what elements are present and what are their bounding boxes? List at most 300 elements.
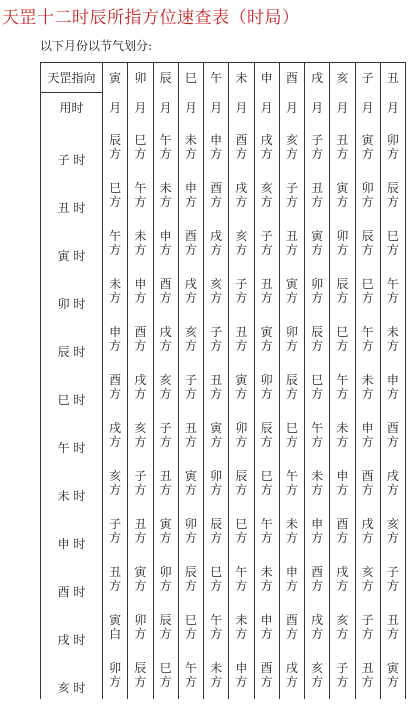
branch-cell: 辰	[103, 123, 128, 147]
direction-cell: 方	[380, 579, 405, 603]
direction-cell: 方	[355, 627, 380, 651]
branch-cell: 丑	[103, 555, 128, 579]
header-branch: 酉	[279, 63, 304, 93]
direction-cell: 方	[330, 675, 355, 699]
direction-cell: 方	[128, 339, 153, 363]
direction-cell: 方	[229, 243, 254, 267]
header-branch: 戌	[305, 63, 330, 93]
direction-cell: 方	[380, 339, 405, 363]
branch-cell: 未	[229, 603, 254, 627]
month-word: 月	[128, 93, 153, 123]
direction-cell: 方	[254, 483, 279, 507]
branch-cell: 亥	[103, 459, 128, 483]
direction-cell: 方	[330, 387, 355, 411]
branch-cell: 寅	[305, 219, 330, 243]
direction-cell: 方	[229, 147, 254, 171]
direction-cell: 方	[204, 243, 229, 267]
branch-cell: 亥	[229, 219, 254, 243]
branch-cell: 卯	[153, 555, 178, 579]
branch-cell: 卯	[380, 123, 405, 147]
branch-cell: 巳	[128, 123, 153, 147]
hour-label: 卯 时	[41, 267, 103, 315]
direction-cell: 方	[330, 531, 355, 555]
branch-cell: 申	[254, 603, 279, 627]
direction-cell: 方	[254, 147, 279, 171]
branch-cell: 卯	[103, 651, 128, 675]
direction-cell: 方	[279, 531, 304, 555]
direction-cell: 方	[254, 675, 279, 699]
branch-cell: 亥	[330, 603, 355, 627]
branch-cell: 寅	[330, 171, 355, 195]
branch-cell: 辰	[279, 363, 304, 387]
direction-cell: 方	[204, 291, 229, 315]
header-row-months	[41, 93, 406, 123]
direction-cell: 方	[229, 339, 254, 363]
branch-cell: 丑	[355, 651, 380, 675]
direction-cell: 方	[153, 195, 178, 219]
branch-cell: 巳	[254, 459, 279, 483]
direction-cell: 方	[305, 291, 330, 315]
direction-cell: 方	[355, 483, 380, 507]
direction-cell: 方	[279, 387, 304, 411]
branch-cell: 午	[103, 219, 128, 243]
branch-cell: 午	[229, 555, 254, 579]
direction-cell: 方	[254, 243, 279, 267]
table-row	[41, 651, 406, 675]
direction-cell: 方	[153, 531, 178, 555]
direction-cell: 方	[380, 675, 405, 699]
branch-cell: 巳	[380, 219, 405, 243]
hour-label: 酉 时	[41, 555, 103, 603]
direction-cell: 方	[279, 243, 304, 267]
branch-cell: 午	[128, 171, 153, 195]
direction-cell: 方	[254, 579, 279, 603]
branch-cell: 丑	[204, 363, 229, 387]
branch-cell: 戌	[305, 603, 330, 627]
branch-cell: 戌	[355, 507, 380, 531]
branch-cell: 酉	[254, 651, 279, 675]
direction-table	[40, 62, 406, 699]
branch-cell: 酉	[103, 363, 128, 387]
branch-cell: 酉	[153, 267, 178, 291]
branch-cell: 丑	[305, 171, 330, 195]
branch-cell: 亥	[355, 555, 380, 579]
branch-cell: 未	[305, 459, 330, 483]
branch-cell: 午	[330, 363, 355, 387]
direction-cell: 方	[279, 627, 304, 651]
header-branch: 未	[229, 63, 254, 93]
branch-cell: 巳	[279, 411, 304, 435]
page-title: 天罡十二时辰所指方位速查表（时局）	[2, 8, 300, 28]
branch-cell: 辰	[380, 171, 405, 195]
branch-cell: 申	[153, 219, 178, 243]
branch-cell: 未	[103, 267, 128, 291]
branch-cell: 寅	[153, 507, 178, 531]
direction-cell: 方	[355, 435, 380, 459]
hour-label: 亥 时	[41, 651, 103, 699]
direction-cell: 方	[103, 435, 128, 459]
branch-cell: 巳	[153, 651, 178, 675]
direction-cell: 方	[153, 147, 178, 171]
branch-cell: 子	[128, 459, 153, 483]
direction-cell: 方	[204, 147, 229, 171]
direction-cell: 方	[229, 675, 254, 699]
table-row	[41, 603, 406, 627]
header-branch: 申	[254, 63, 279, 93]
direction-cell: 方	[279, 291, 304, 315]
direction-cell: 方	[178, 435, 203, 459]
table-row	[41, 459, 406, 483]
branch-cell: 巳	[103, 171, 128, 195]
branch-cell: 午	[355, 315, 380, 339]
branch-cell: 亥	[178, 315, 203, 339]
direction-cell: 方	[128, 435, 153, 459]
branch-cell: 丑	[229, 315, 254, 339]
direction-cell: 方	[355, 291, 380, 315]
table-row	[41, 315, 406, 339]
month-word: 月	[305, 93, 330, 123]
direction-cell: 方	[128, 579, 153, 603]
direction-cell: 方	[380, 243, 405, 267]
branch-cell: 丑	[330, 123, 355, 147]
direction-cell: 方	[254, 339, 279, 363]
branch-cell: 戌	[279, 651, 304, 675]
direction-cell: 方	[153, 435, 178, 459]
direction-cell: 方	[380, 627, 405, 651]
direction-cell: 方	[204, 627, 229, 651]
direction-cell: 方	[128, 483, 153, 507]
table-body	[41, 63, 406, 699]
direction-cell: 方	[128, 675, 153, 699]
branch-cell: 亥	[204, 267, 229, 291]
branch-cell: 酉	[229, 123, 254, 147]
direction-cell: 方	[279, 675, 304, 699]
direction-cell: 方	[204, 675, 229, 699]
direction-cell: 方	[178, 195, 203, 219]
branch-cell: 未	[178, 123, 203, 147]
month-word: 月	[330, 93, 355, 123]
branch-cell: 午	[204, 603, 229, 627]
month-word: 月	[380, 93, 405, 123]
branch-cell: 丑	[128, 507, 153, 531]
direction-cell: 方	[380, 435, 405, 459]
direction-cell: 方	[254, 195, 279, 219]
branch-cell: 戌	[380, 459, 405, 483]
branch-cell: 戌	[229, 171, 254, 195]
direction-cell: 方	[229, 483, 254, 507]
direction-cell: 方	[229, 291, 254, 315]
branch-cell: 戌	[178, 267, 203, 291]
branch-cell: 午	[254, 507, 279, 531]
branch-cell: 巳	[204, 555, 229, 579]
branch-cell: 申	[330, 459, 355, 483]
direction-cell: 方	[380, 291, 405, 315]
branch-cell: 亥	[254, 171, 279, 195]
branch-cell: 亥	[305, 651, 330, 675]
branch-cell: 卯	[204, 459, 229, 483]
hour-label: 戌 时	[41, 603, 103, 651]
header-branch: 亥	[330, 63, 355, 93]
branch-cell: 辰	[355, 219, 380, 243]
branch-cell: 亥	[279, 123, 304, 147]
division-note: 以下月份以节气划分:	[40, 39, 153, 53]
direction-cell: 方	[229, 531, 254, 555]
direction-cell: 方	[254, 387, 279, 411]
direction-cell: 方	[178, 147, 203, 171]
hour-label: 午 时	[41, 411, 103, 459]
corner-label-direction: 天罡指向	[41, 63, 103, 93]
branch-cell: 未	[204, 651, 229, 675]
branch-cell: 子	[380, 555, 405, 579]
direction-cell: 方	[204, 531, 229, 555]
branch-cell: 寅	[229, 363, 254, 387]
hour-label: 申 时	[41, 507, 103, 555]
direction-cell: 方	[330, 243, 355, 267]
branch-cell: 子	[229, 267, 254, 291]
direction-cell: 方	[178, 531, 203, 555]
direction-cell: 方	[103, 243, 128, 267]
direction-cell: 方	[128, 627, 153, 651]
branch-cell: 子	[254, 219, 279, 243]
header-branch: 子	[355, 63, 380, 93]
branch-cell: 申	[355, 411, 380, 435]
branch-cell: 辰	[128, 651, 153, 675]
hour-label: 辰 时	[41, 315, 103, 363]
branch-cell: 丑	[178, 411, 203, 435]
direction-cell: 方	[103, 579, 128, 603]
month-word: 月	[153, 93, 178, 123]
table-row	[41, 219, 406, 243]
direction-cell: 方	[229, 387, 254, 411]
branch-cell: 戌	[103, 411, 128, 435]
direction-cell: 方	[204, 387, 229, 411]
branch-cell: 子	[279, 171, 304, 195]
header-branch: 午	[204, 63, 229, 93]
direction-cell: 方	[204, 579, 229, 603]
direction-cell: 方	[380, 387, 405, 411]
table-row	[41, 507, 406, 531]
branch-cell: 辰	[204, 507, 229, 531]
direction-cell: 方	[103, 195, 128, 219]
branch-cell: 酉	[279, 603, 304, 627]
branch-cell: 申	[279, 555, 304, 579]
branch-cell: 酉	[330, 507, 355, 531]
branch-cell: 申	[128, 267, 153, 291]
branch-cell: 午	[178, 651, 203, 675]
branch-cell: 辰	[305, 315, 330, 339]
branch-cell: 申	[305, 507, 330, 531]
branch-cell: 戌	[254, 123, 279, 147]
branch-cell: 亥	[128, 411, 153, 435]
direction-cell: 方	[103, 483, 128, 507]
branch-cell: 巳	[305, 363, 330, 387]
month-word: 月	[279, 93, 304, 123]
branch-cell: 午	[153, 123, 178, 147]
direction-cell: 方	[305, 195, 330, 219]
direction-cell: 方	[355, 387, 380, 411]
table-row	[41, 555, 406, 579]
direction-cell: 方	[204, 435, 229, 459]
branch-cell: 子	[103, 507, 128, 531]
branch-cell: 辰	[229, 459, 254, 483]
direction-cell: 方	[229, 579, 254, 603]
branch-cell: 寅	[254, 315, 279, 339]
direction-cell: 方	[305, 243, 330, 267]
direction-cell: 方	[128, 243, 153, 267]
direction-cell: 方	[305, 627, 330, 651]
branch-cell: 辰	[330, 267, 355, 291]
direction-cell: 方	[279, 483, 304, 507]
branch-cell: 酉	[204, 171, 229, 195]
header-branch: 寅	[103, 63, 128, 93]
direction-cell: 白	[103, 627, 128, 651]
direction-cell: 方	[103, 291, 128, 315]
branch-cell: 辰	[178, 555, 203, 579]
branch-cell: 卯	[128, 603, 153, 627]
direction-cell: 方	[128, 147, 153, 171]
direction-cell: 方	[355, 195, 380, 219]
branch-cell: 未	[128, 219, 153, 243]
branch-cell: 寅	[279, 267, 304, 291]
table-row	[41, 267, 406, 291]
branch-cell: 寅	[380, 651, 405, 675]
direction-cell: 方	[103, 147, 128, 171]
branch-cell: 子	[178, 363, 203, 387]
hour-label: 未 时	[41, 459, 103, 507]
branch-cell: 辰	[254, 411, 279, 435]
hour-label: 丑 时	[41, 171, 103, 219]
direction-cell: 方	[204, 195, 229, 219]
header-row-branches	[41, 63, 406, 93]
direction-cell: 方	[153, 579, 178, 603]
direction-cell: 方	[178, 243, 203, 267]
direction-cell: 方	[178, 339, 203, 363]
direction-cell: 方	[103, 531, 128, 555]
direction-cell: 方	[153, 483, 178, 507]
direction-cell: 方	[178, 675, 203, 699]
header-branch: 丑	[380, 63, 405, 93]
branch-cell: 未	[279, 507, 304, 531]
direction-cell: 方	[153, 387, 178, 411]
header-branch: 卯	[128, 63, 153, 93]
branch-cell: 申	[178, 171, 203, 195]
direction-cell: 方	[355, 579, 380, 603]
direction-cell: 方	[279, 339, 304, 363]
branch-cell: 卯	[279, 315, 304, 339]
branch-cell: 卯	[178, 507, 203, 531]
branch-cell: 丑	[153, 459, 178, 483]
branch-cell: 亥	[153, 363, 178, 387]
branch-cell: 丑	[254, 267, 279, 291]
direction-cell: 方	[229, 627, 254, 651]
branch-cell: 未	[355, 363, 380, 387]
direction-cell: 方	[305, 531, 330, 555]
branch-cell: 卯	[229, 411, 254, 435]
table-row	[41, 171, 406, 195]
direction-cell: 方	[178, 387, 203, 411]
direction-cell: 方	[128, 291, 153, 315]
direction-cell: 方	[330, 339, 355, 363]
branch-cell: 申	[103, 315, 128, 339]
direction-cell: 方	[380, 531, 405, 555]
branch-cell: 卯	[355, 171, 380, 195]
direction-cell: 方	[128, 387, 153, 411]
branch-cell: 巳	[330, 315, 355, 339]
branch-cell: 未	[254, 555, 279, 579]
branch-cell: 子	[204, 315, 229, 339]
branch-cell: 未	[153, 171, 178, 195]
direction-cell: 方	[254, 627, 279, 651]
branch-cell: 申	[204, 123, 229, 147]
direction-cell: 方	[153, 243, 178, 267]
direction-cell: 方	[380, 147, 405, 171]
month-word: 月	[103, 93, 128, 123]
direction-cell: 方	[178, 291, 203, 315]
direction-cell: 方	[178, 483, 203, 507]
branch-cell: 酉	[178, 219, 203, 243]
branch-cell: 未	[380, 315, 405, 339]
direction-cell: 方	[128, 531, 153, 555]
branch-cell: 子	[330, 651, 355, 675]
direction-cell: 方	[380, 195, 405, 219]
month-word: 月	[229, 93, 254, 123]
direction-cell: 方	[153, 339, 178, 363]
direction-cell: 方	[153, 291, 178, 315]
direction-cell: 方	[103, 675, 128, 699]
branch-cell: 巳	[229, 507, 254, 531]
direction-cell: 方	[128, 195, 153, 219]
branch-cell: 午	[279, 459, 304, 483]
direction-cell: 方	[330, 483, 355, 507]
branch-cell: 亥	[380, 507, 405, 531]
branch-cell: 寅	[204, 411, 229, 435]
branch-cell: 辰	[153, 603, 178, 627]
direction-cell: 方	[229, 195, 254, 219]
branch-cell: 卯	[305, 267, 330, 291]
direction-cell: 方	[279, 147, 304, 171]
branch-cell: 丑	[279, 219, 304, 243]
direction-cell: 方	[178, 579, 203, 603]
branch-cell: 戌	[330, 555, 355, 579]
direction-cell: 方	[279, 435, 304, 459]
hour-label: 子 时	[41, 123, 103, 171]
direction-cell: 方	[153, 675, 178, 699]
direction-cell: 方	[380, 483, 405, 507]
header-branch: 巳	[178, 63, 203, 93]
branch-cell: 巳	[355, 267, 380, 291]
branch-cell: 寅	[128, 555, 153, 579]
branch-cell: 子	[355, 603, 380, 627]
branch-cell: 巳	[178, 603, 203, 627]
direction-cell: 方	[229, 435, 254, 459]
branch-cell: 子	[305, 123, 330, 147]
month-word: 月	[254, 93, 279, 123]
direction-cell: 方	[178, 627, 203, 651]
direction-cell: 方	[305, 339, 330, 363]
direction-cell: 方	[305, 147, 330, 171]
branch-cell: 酉	[305, 555, 330, 579]
branch-cell: 申	[380, 363, 405, 387]
branch-cell: 卯	[254, 363, 279, 387]
hour-label: 寅 时	[41, 219, 103, 267]
branch-cell: 午	[380, 267, 405, 291]
direction-cell: 方	[355, 339, 380, 363]
direction-cell: 方	[153, 627, 178, 651]
direction-cell: 方	[355, 147, 380, 171]
branch-cell: 戌	[204, 219, 229, 243]
direction-cell: 方	[330, 147, 355, 171]
direction-cell: 方	[305, 387, 330, 411]
